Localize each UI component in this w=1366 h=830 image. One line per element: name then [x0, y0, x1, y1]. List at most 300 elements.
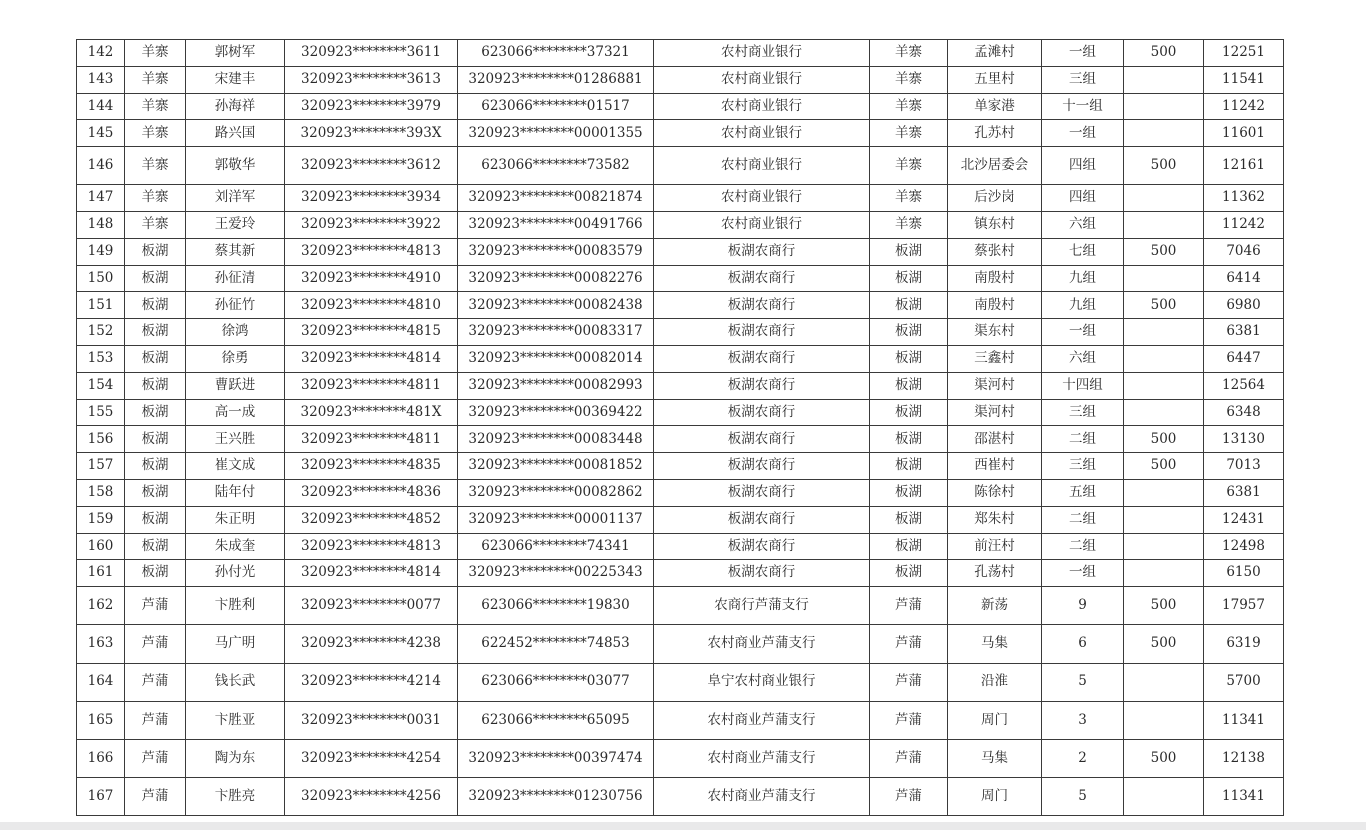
cell-village: 西崔村 [948, 453, 1042, 480]
cell-subsidy [1124, 319, 1204, 346]
cell-bank-account: 320923********00082276 [458, 265, 654, 292]
cell-township: 板湖 [125, 319, 186, 346]
table-row [77, 372, 1284, 399]
cell-township-repeat: 板湖 [870, 426, 948, 453]
cell-village: 镇东村 [948, 211, 1042, 238]
cell-bank-account: 623066********74341 [458, 533, 654, 560]
cell-group: 一组 [1042, 560, 1124, 587]
cell-serial-number: 155 [77, 399, 125, 426]
cell-amount: 17957 [1204, 587, 1284, 625]
cell-group: 一组 [1042, 120, 1124, 147]
cell-township-repeat: 板湖 [870, 399, 948, 426]
cell-serial-number: 157 [77, 453, 125, 480]
cell-bank-name: 板湖农商行 [654, 506, 870, 533]
cell-bank-name: 板湖农商行 [654, 292, 870, 319]
cell-subsidy [1124, 185, 1204, 212]
cell-subsidy: 500 [1124, 292, 1204, 319]
cell-person-name: 钱长武 [186, 663, 285, 701]
cell-amount: 12564 [1204, 372, 1284, 399]
cell-group: 一组 [1042, 40, 1124, 67]
cell-bank-account: 623066********01517 [458, 93, 654, 120]
cell-id-number: 320923********4813 [285, 238, 458, 265]
cell-township: 板湖 [125, 265, 186, 292]
table-row [77, 479, 1284, 506]
cell-person-name: 孙征清 [186, 265, 285, 292]
cell-id-number: 320923********4811 [285, 372, 458, 399]
cell-bank-account: 622452********74853 [458, 625, 654, 663]
cell-amount: 12251 [1204, 40, 1284, 67]
cell-group: 三组 [1042, 66, 1124, 93]
table-row [77, 319, 1284, 346]
cell-group: 六组 [1042, 345, 1124, 372]
cell-amount: 11541 [1204, 66, 1284, 93]
cell-id-number: 320923********4813 [285, 533, 458, 560]
cell-township: 板湖 [125, 533, 186, 560]
cell-bank-name: 板湖农商行 [654, 479, 870, 506]
cell-bank-account: 320923********00225343 [458, 560, 654, 587]
cell-township: 芦蒲 [125, 778, 186, 816]
cell-township: 板湖 [125, 479, 186, 506]
cell-township: 芦蒲 [125, 587, 186, 625]
cell-group: 四组 [1042, 185, 1124, 212]
cell-village: 孔苏村 [948, 120, 1042, 147]
cell-township-repeat: 羊寨 [870, 211, 948, 238]
cell-village: 渠河村 [948, 372, 1042, 399]
cell-township-repeat: 芦蒲 [870, 587, 948, 625]
cell-amount: 11341 [1204, 701, 1284, 739]
cell-village: 周门 [948, 701, 1042, 739]
cell-id-number: 320923********481X [285, 399, 458, 426]
cell-bank-account: 320923********00082014 [458, 345, 654, 372]
cell-township-repeat: 板湖 [870, 238, 948, 265]
table-row [77, 778, 1284, 816]
cell-village: 新荡 [948, 587, 1042, 625]
table-row [77, 453, 1284, 480]
cell-amount: 11242 [1204, 93, 1284, 120]
cell-serial-number: 159 [77, 506, 125, 533]
cell-amount: 6150 [1204, 560, 1284, 587]
table-row [77, 211, 1284, 238]
cell-amount: 7013 [1204, 453, 1284, 480]
cell-village: 三鑫村 [948, 345, 1042, 372]
cell-subsidy: 500 [1124, 453, 1204, 480]
table-row [77, 506, 1284, 533]
cell-subsidy [1124, 560, 1204, 587]
table-row [77, 399, 1284, 426]
table-row [77, 426, 1284, 453]
cell-township: 板湖 [125, 238, 186, 265]
cell-village: 陈徐村 [948, 479, 1042, 506]
cell-township-repeat: 板湖 [870, 479, 948, 506]
cell-township-repeat: 芦蒲 [870, 778, 948, 816]
cell-amount: 6980 [1204, 292, 1284, 319]
cell-serial-number: 161 [77, 560, 125, 587]
cell-bank-name: 板湖农商行 [654, 345, 870, 372]
cell-serial-number: 147 [77, 185, 125, 212]
cell-township: 板湖 [125, 453, 186, 480]
cell-village: 马集 [948, 739, 1042, 777]
cell-township-repeat: 羊寨 [870, 147, 948, 185]
cell-amount: 7046 [1204, 238, 1284, 265]
cell-person-name: 陶为东 [186, 739, 285, 777]
cell-bank-account: 320923********00082993 [458, 372, 654, 399]
cell-subsidy [1124, 778, 1204, 816]
cell-bank-account: 623066********03077 [458, 663, 654, 701]
cell-village: 孔荡村 [948, 560, 1042, 587]
table-row [77, 185, 1284, 212]
cell-township-repeat: 芦蒲 [870, 625, 948, 663]
cell-township-repeat: 板湖 [870, 453, 948, 480]
cell-id-number: 320923********4814 [285, 560, 458, 587]
cell-township: 板湖 [125, 506, 186, 533]
scan-bottom-edge [0, 822, 1366, 830]
cell-subsidy [1124, 120, 1204, 147]
cell-bank-account: 320923********00001137 [458, 506, 654, 533]
cell-group: 二组 [1042, 533, 1124, 560]
cell-bank-account: 623066********65095 [458, 701, 654, 739]
cell-village: 蔡张村 [948, 238, 1042, 265]
cell-group: 三组 [1042, 453, 1124, 480]
cell-serial-number: 152 [77, 319, 125, 346]
cell-township: 羊寨 [125, 211, 186, 238]
cell-township: 板湖 [125, 345, 186, 372]
cell-subsidy: 500 [1124, 739, 1204, 777]
cell-township-repeat: 羊寨 [870, 120, 948, 147]
cell-id-number: 320923********4256 [285, 778, 458, 816]
cell-village: 渠东村 [948, 319, 1042, 346]
cell-bank-account: 320923********00083448 [458, 426, 654, 453]
cell-bank-account: 320923********00083579 [458, 238, 654, 265]
cell-village: 孟滩村 [948, 40, 1042, 67]
cell-bank-account: 320923********00491766 [458, 211, 654, 238]
cell-serial-number: 142 [77, 40, 125, 67]
table-row [77, 292, 1284, 319]
cell-bank-name: 农村商业银行 [654, 93, 870, 120]
cell-id-number: 320923********3934 [285, 185, 458, 212]
cell-township: 板湖 [125, 560, 186, 587]
cell-township-repeat: 羊寨 [870, 40, 948, 67]
cell-bank-account: 320923********00083317 [458, 319, 654, 346]
roster-table [76, 39, 1284, 816]
table-row [77, 93, 1284, 120]
cell-amount: 6348 [1204, 399, 1284, 426]
cell-person-name: 卞胜利 [186, 587, 285, 625]
cell-serial-number: 144 [77, 93, 125, 120]
cell-group: 九组 [1042, 265, 1124, 292]
cell-bank-account: 320923********00082862 [458, 479, 654, 506]
cell-group: 六组 [1042, 211, 1124, 238]
cell-group: 2 [1042, 739, 1124, 777]
cell-bank-account: 623066********37321 [458, 40, 654, 67]
cell-township-repeat: 芦蒲 [870, 739, 948, 777]
cell-bank-name: 农村商业银行 [654, 147, 870, 185]
table-row [77, 625, 1284, 663]
cell-bank-account: 623066********73582 [458, 147, 654, 185]
cell-amount: 12138 [1204, 739, 1284, 777]
cell-serial-number: 150 [77, 265, 125, 292]
cell-township: 羊寨 [125, 93, 186, 120]
cell-village: 沿淮 [948, 663, 1042, 701]
cell-subsidy [1124, 265, 1204, 292]
table-row [77, 663, 1284, 701]
cell-serial-number: 165 [77, 701, 125, 739]
cell-bank-account: 623066********19830 [458, 587, 654, 625]
cell-id-number: 320923********3611 [285, 40, 458, 67]
cell-id-number: 320923********4254 [285, 739, 458, 777]
cell-village: 北沙居委会 [948, 147, 1042, 185]
cell-subsidy: 500 [1124, 238, 1204, 265]
cell-person-name: 王兴胜 [186, 426, 285, 453]
cell-serial-number: 166 [77, 739, 125, 777]
cell-serial-number: 164 [77, 663, 125, 701]
cell-group: 一组 [1042, 319, 1124, 346]
cell-id-number: 320923********3613 [285, 66, 458, 93]
cell-group: 九组 [1042, 292, 1124, 319]
cell-person-name: 路兴国 [186, 120, 285, 147]
cell-person-name: 刘洋军 [186, 185, 285, 212]
cell-village: 单家港 [948, 93, 1042, 120]
cell-township-repeat: 板湖 [870, 533, 948, 560]
cell-village: 南殷村 [948, 265, 1042, 292]
cell-subsidy [1124, 211, 1204, 238]
cell-bank-name: 板湖农商行 [654, 265, 870, 292]
cell-bank-name: 农村商业芦蒲支行 [654, 701, 870, 739]
cell-township: 羊寨 [125, 120, 186, 147]
cell-township-repeat: 板湖 [870, 319, 948, 346]
cell-person-name: 卞胜亮 [186, 778, 285, 816]
cell-subsidy [1124, 66, 1204, 93]
table-row [77, 120, 1284, 147]
cell-amount: 6414 [1204, 265, 1284, 292]
table-row [77, 560, 1284, 587]
cell-amount: 11362 [1204, 185, 1284, 212]
cell-person-name: 孙海祥 [186, 93, 285, 120]
cell-group: 5 [1042, 778, 1124, 816]
cell-amount: 6447 [1204, 345, 1284, 372]
cell-subsidy [1124, 533, 1204, 560]
cell-id-number: 320923********4214 [285, 663, 458, 701]
cell-amount: 12161 [1204, 147, 1284, 185]
cell-serial-number: 158 [77, 479, 125, 506]
cell-township: 板湖 [125, 372, 186, 399]
cell-amount: 6381 [1204, 479, 1284, 506]
cell-person-name: 陆年付 [186, 479, 285, 506]
cell-subsidy: 500 [1124, 426, 1204, 453]
cell-serial-number: 145 [77, 120, 125, 147]
cell-group: 6 [1042, 625, 1124, 663]
cell-group: 二组 [1042, 426, 1124, 453]
table-row [77, 701, 1284, 739]
cell-bank-account: 320923********00081852 [458, 453, 654, 480]
cell-bank-name: 板湖农商行 [654, 372, 870, 399]
cell-village: 后沙岗 [948, 185, 1042, 212]
cell-id-number: 320923********4836 [285, 479, 458, 506]
cell-id-number: 320923********393X [285, 120, 458, 147]
cell-group: 四组 [1042, 147, 1124, 185]
cell-subsidy [1124, 372, 1204, 399]
cell-amount: 12431 [1204, 506, 1284, 533]
cell-group: 9 [1042, 587, 1124, 625]
cell-bank-name: 农村商业银行 [654, 120, 870, 147]
cell-id-number: 320923********4835 [285, 453, 458, 480]
cell-township: 芦蒲 [125, 739, 186, 777]
table-row [77, 533, 1284, 560]
cell-township-repeat: 板湖 [870, 345, 948, 372]
table-row [77, 66, 1284, 93]
cell-township-repeat: 板湖 [870, 560, 948, 587]
cell-bank-name: 板湖农商行 [654, 426, 870, 453]
cell-group: 二组 [1042, 506, 1124, 533]
cell-subsidy: 500 [1124, 147, 1204, 185]
cell-person-name: 王爱玲 [186, 211, 285, 238]
cell-serial-number: 162 [77, 587, 125, 625]
table-row [77, 345, 1284, 372]
cell-id-number: 320923********3612 [285, 147, 458, 185]
table-row [77, 739, 1284, 777]
cell-bank-name: 板湖农商行 [654, 560, 870, 587]
cell-amount: 6319 [1204, 625, 1284, 663]
cell-township-repeat: 板湖 [870, 265, 948, 292]
cell-bank-account: 320923********00082438 [458, 292, 654, 319]
cell-township-repeat: 羊寨 [870, 93, 948, 120]
cell-bank-name: 农村商业芦蒲支行 [654, 625, 870, 663]
cell-township: 板湖 [125, 292, 186, 319]
cell-serial-number: 151 [77, 292, 125, 319]
cell-village: 五里村 [948, 66, 1042, 93]
cell-group: 七组 [1042, 238, 1124, 265]
cell-subsidy: 500 [1124, 40, 1204, 67]
cell-township-repeat: 羊寨 [870, 66, 948, 93]
cell-bank-name: 阜宁农村商业银行 [654, 663, 870, 701]
cell-amount: 5700 [1204, 663, 1284, 701]
cell-township-repeat: 板湖 [870, 372, 948, 399]
cell-bank-name: 板湖农商行 [654, 533, 870, 560]
cell-serial-number: 153 [77, 345, 125, 372]
cell-bank-account: 320923********01286881 [458, 66, 654, 93]
cell-township: 芦蒲 [125, 701, 186, 739]
cell-person-name: 宋建丰 [186, 66, 285, 93]
cell-subsidy [1124, 701, 1204, 739]
cell-id-number: 320923********4811 [285, 426, 458, 453]
cell-subsidy [1124, 93, 1204, 120]
cell-subsidy [1124, 345, 1204, 372]
cell-township-repeat: 羊寨 [870, 185, 948, 212]
cell-id-number: 320923********4810 [285, 292, 458, 319]
cell-township: 板湖 [125, 426, 186, 453]
table-row [77, 147, 1284, 185]
cell-subsidy [1124, 479, 1204, 506]
cell-serial-number: 148 [77, 211, 125, 238]
cell-person-name: 蔡其新 [186, 238, 285, 265]
cell-person-name: 崔文成 [186, 453, 285, 480]
cell-group: 十一组 [1042, 93, 1124, 120]
cell-subsidy [1124, 399, 1204, 426]
cell-person-name: 徐勇 [186, 345, 285, 372]
cell-serial-number: 149 [77, 238, 125, 265]
cell-bank-name: 农村商业银行 [654, 211, 870, 238]
cell-bank-account: 320923********00001355 [458, 120, 654, 147]
cell-amount: 6381 [1204, 319, 1284, 346]
table-row [77, 265, 1284, 292]
cell-township: 芦蒲 [125, 625, 186, 663]
table-row [77, 587, 1284, 625]
cell-township: 羊寨 [125, 40, 186, 67]
cell-bank-name: 农村商业芦蒲支行 [654, 739, 870, 777]
cell-bank-name: 农村商业芦蒲支行 [654, 778, 870, 816]
cell-township: 羊寨 [125, 185, 186, 212]
cell-person-name: 郭树军 [186, 40, 285, 67]
cell-subsidy [1124, 663, 1204, 701]
cell-village: 渠河村 [948, 399, 1042, 426]
cell-bank-name: 农村商业银行 [654, 40, 870, 67]
cell-bank-account: 320923********00821874 [458, 185, 654, 212]
cell-amount: 13130 [1204, 426, 1284, 453]
cell-group: 3 [1042, 701, 1124, 739]
cell-id-number: 320923********4910 [285, 265, 458, 292]
cell-township: 羊寨 [125, 66, 186, 93]
cell-group: 五组 [1042, 479, 1124, 506]
cell-township-repeat: 芦蒲 [870, 701, 948, 739]
cell-person-name: 高一成 [186, 399, 285, 426]
cell-person-name: 孙征竹 [186, 292, 285, 319]
cell-bank-name: 板湖农商行 [654, 238, 870, 265]
cell-township-repeat: 板湖 [870, 506, 948, 533]
cell-township: 芦蒲 [125, 663, 186, 701]
cell-township: 板湖 [125, 399, 186, 426]
cell-village: 南殷村 [948, 292, 1042, 319]
cell-township-repeat: 板湖 [870, 292, 948, 319]
cell-id-number: 320923********0077 [285, 587, 458, 625]
cell-id-number: 320923********4238 [285, 625, 458, 663]
table-row [77, 238, 1284, 265]
cell-subsidy: 500 [1124, 587, 1204, 625]
cell-village: 马集 [948, 625, 1042, 663]
cell-subsidy [1124, 506, 1204, 533]
cell-amount: 11601 [1204, 120, 1284, 147]
cell-township-repeat: 芦蒲 [870, 663, 948, 701]
cell-group: 三组 [1042, 399, 1124, 426]
cell-bank-name: 板湖农商行 [654, 319, 870, 346]
cell-person-name: 马广明 [186, 625, 285, 663]
cell-id-number: 320923********0031 [285, 701, 458, 739]
cell-id-number: 320923********4814 [285, 345, 458, 372]
table-row [77, 40, 1284, 67]
cell-bank-account: 320923********01230756 [458, 778, 654, 816]
cell-serial-number: 163 [77, 625, 125, 663]
cell-bank-name: 板湖农商行 [654, 453, 870, 480]
cell-serial-number: 167 [77, 778, 125, 816]
cell-person-name: 孙付光 [186, 560, 285, 587]
cell-id-number: 320923********3979 [285, 93, 458, 120]
cell-amount: 12498 [1204, 533, 1284, 560]
cell-village: 邵湛村 [948, 426, 1042, 453]
cell-amount: 11242 [1204, 211, 1284, 238]
cell-group: 十四组 [1042, 372, 1124, 399]
cell-bank-name: 农村商业银行 [654, 66, 870, 93]
cell-bank-name: 板湖农商行 [654, 399, 870, 426]
cell-id-number: 320923********3922 [285, 211, 458, 238]
cell-person-name: 徐鸿 [186, 319, 285, 346]
cell-person-name: 卞胜亚 [186, 701, 285, 739]
cell-person-name: 郭敬华 [186, 147, 285, 185]
cell-bank-account: 320923********00369422 [458, 399, 654, 426]
cell-person-name: 朱成奎 [186, 533, 285, 560]
cell-village: 前汪村 [948, 533, 1042, 560]
cell-id-number: 320923********4815 [285, 319, 458, 346]
cell-bank-name: 农商行芦蒲支行 [654, 587, 870, 625]
cell-bank-account: 320923********00397474 [458, 739, 654, 777]
cell-township: 羊寨 [125, 147, 186, 185]
